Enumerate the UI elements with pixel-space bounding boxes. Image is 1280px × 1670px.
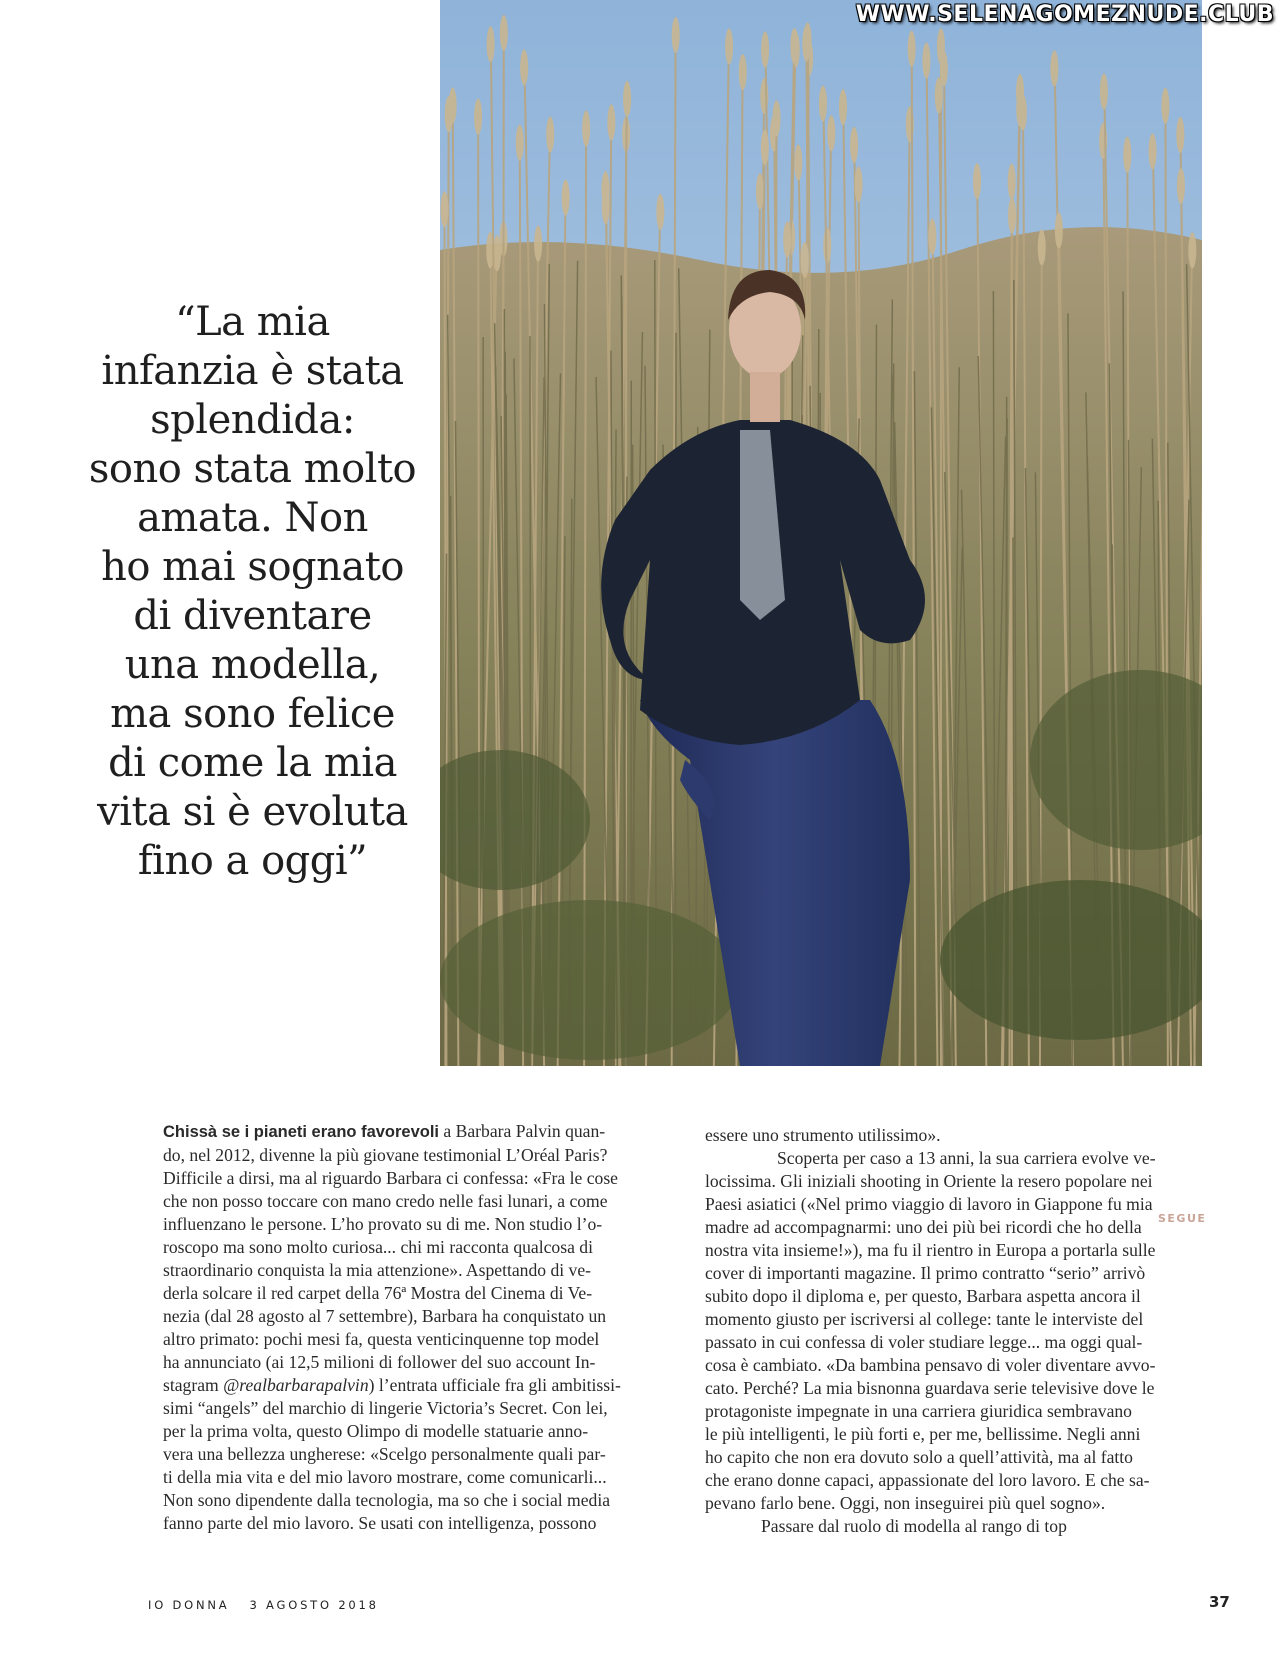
article-line: roscopo ma sono molto curiosa... chi mi racconta qualcosa di bbox=[163, 1237, 593, 1257]
pull-quote-line: ho mai sognato bbox=[101, 544, 404, 590]
article-line: cato. Perché? La mia bisnonna guardava serie televisive dove le bbox=[705, 1378, 1155, 1398]
pull-quote-line: di diventare bbox=[133, 593, 372, 639]
article-line: Paesi asiatici («Nel primo viaggio di lavoro in Giappone fu mia bbox=[705, 1194, 1153, 1214]
pull-quote-line: di come la mia bbox=[108, 740, 397, 786]
watermark: WWW.SELENAGOMEZNUDE.CLUB bbox=[855, 2, 1274, 27]
pull-quote-line: amata. Non bbox=[137, 495, 368, 541]
pull-quote-line: sono stata molto bbox=[88, 446, 417, 492]
article-line: ho capito che non era dovuto solo a quell’attività, ma al fatto bbox=[705, 1447, 1133, 1467]
article-line: nezia (dal 28 agosto al 7 settembre), Barbara ha conquistato un bbox=[163, 1306, 607, 1326]
pull-quote-line: infanzia è stata bbox=[101, 348, 404, 394]
article-column-right bbox=[705, 1124, 1205, 1538]
article-line: momento giusto per iscriversi al college: tante le interviste del bbox=[705, 1309, 1144, 1329]
article-line: ha annunciato (ai 12,5 milioni di follower del suo account In- bbox=[163, 1352, 596, 1372]
photo-illustration bbox=[440, 0, 1202, 1066]
article-line: Scoperta per caso a 13 anni, la sua carriera evolve ve- bbox=[777, 1148, 1156, 1168]
pull-quote-line: una modella, bbox=[124, 642, 381, 688]
article-line: stagram @realbarbarapalvin) l’entrata ufficiale fra gli ambitissi- bbox=[163, 1375, 621, 1395]
pull-quote bbox=[80, 298, 425, 886]
article-line: cover di importanti magazine. Il primo contratto “serio” arrivò bbox=[705, 1263, 1146, 1283]
fashion-photo bbox=[440, 0, 1202, 1066]
article-line: che non posso toccare con mano credo nelle fasi lunari, a come bbox=[163, 1191, 608, 1211]
article-line: vera una bellezza ungherese: «Scelgo personalmente quali par- bbox=[163, 1444, 606, 1464]
issue-date: 3 AGOSTO 2018 bbox=[249, 1598, 379, 1612]
continued-label: SEGUE bbox=[1158, 1212, 1207, 1225]
page-number: 37 bbox=[1209, 1593, 1230, 1611]
pull-quote-line: “La mia bbox=[175, 299, 330, 345]
article-line: cosa è cambiato. «Da bambina pensavo di voler diventare avvo- bbox=[705, 1355, 1156, 1375]
article-line: Difficile a dirsi, ma al riguardo Barbara ci confessa: «Fra le cose bbox=[163, 1168, 618, 1188]
article-line: protagoniste impegnate in una carriera giuridica sembravano bbox=[705, 1401, 1132, 1421]
article-line: le più intelligenti, le più forti e, per me, bellissime. Negli anni bbox=[705, 1424, 1141, 1444]
article-column-left bbox=[163, 1120, 673, 1535]
article-line: ti della mia vita e del mio lavoro mostrare, come comunicarli... bbox=[163, 1467, 607, 1487]
article-line: derla solcare il red carpet della 76ª Mostra del Cinema di Ve- bbox=[163, 1283, 593, 1303]
article-line: che erano donne capaci, appassionate del loro lavoro. E che sa- bbox=[705, 1470, 1150, 1490]
magazine-name: IO DONNA bbox=[148, 1598, 230, 1612]
article-line: altro primato: pochi mesi fa, questa venticinquenne top model bbox=[163, 1329, 600, 1349]
article-line: nostra vita insieme!»), ma fu il rientro in Europa a portarla sulle bbox=[705, 1240, 1156, 1260]
article-line: madre ad accompagnarmi: uno dei più bei ricordi che ho della bbox=[705, 1217, 1142, 1237]
article-line: locissima. Gli iniziali shooting in Oriente la resero popolare nei bbox=[705, 1171, 1153, 1191]
article-line: simi “angels” del marchio di lingerie Victoria’s Secret. Con lei, bbox=[163, 1398, 608, 1418]
footer-folio bbox=[148, 1598, 379, 1612]
article-line: influenzano le persone. L’ho provato su di me. Non studio l’o- bbox=[163, 1214, 603, 1234]
pull-quote-line: ma sono felice bbox=[110, 691, 395, 737]
article-line: Chissà se i pianeti erano favorevoli a Barbara Palvin quan- bbox=[163, 1121, 606, 1141]
article-line: subito dopo il diploma e, per questo, Barbara aspetta ancora il bbox=[705, 1286, 1141, 1306]
pull-quote-line: fino a oggi” bbox=[137, 838, 368, 884]
article-line: straordinario conquista la mia attenzione». Aspettando di ve- bbox=[163, 1260, 591, 1280]
article-line: pevano farlo bene. Oggi, non inseguirei più quel sogno». bbox=[705, 1493, 1106, 1513]
article-line: Non sono dipendente dalla tecnologia, ma so che i social media bbox=[163, 1490, 611, 1510]
article-line: fanno parte del mio lavoro. Se usati con intelligenza, possono bbox=[163, 1513, 597, 1533]
lead-in: Chissà se i pianeti erano favorevoli bbox=[163, 1123, 440, 1141]
instagram-handle: @realbarbarapalvin bbox=[223, 1375, 369, 1395]
pull-quote-line: vita si è evoluta bbox=[97, 789, 408, 835]
article-line: do, nel 2012, divenne la più giovane testimonial L’Oréal Paris? bbox=[163, 1145, 608, 1165]
article-line: passato in cui confessa di voler studiare legge... ma oggi qual- bbox=[705, 1332, 1143, 1352]
article-line: Passare dal ruolo di modella al rango di top bbox=[761, 1516, 1067, 1536]
article-line: per la prima volta, questo Olimpo di modelle statuarie anno- bbox=[163, 1421, 589, 1441]
article-line: essere uno strumento utilissimo». bbox=[705, 1125, 941, 1145]
pull-quote-line: splendida: bbox=[150, 397, 355, 443]
